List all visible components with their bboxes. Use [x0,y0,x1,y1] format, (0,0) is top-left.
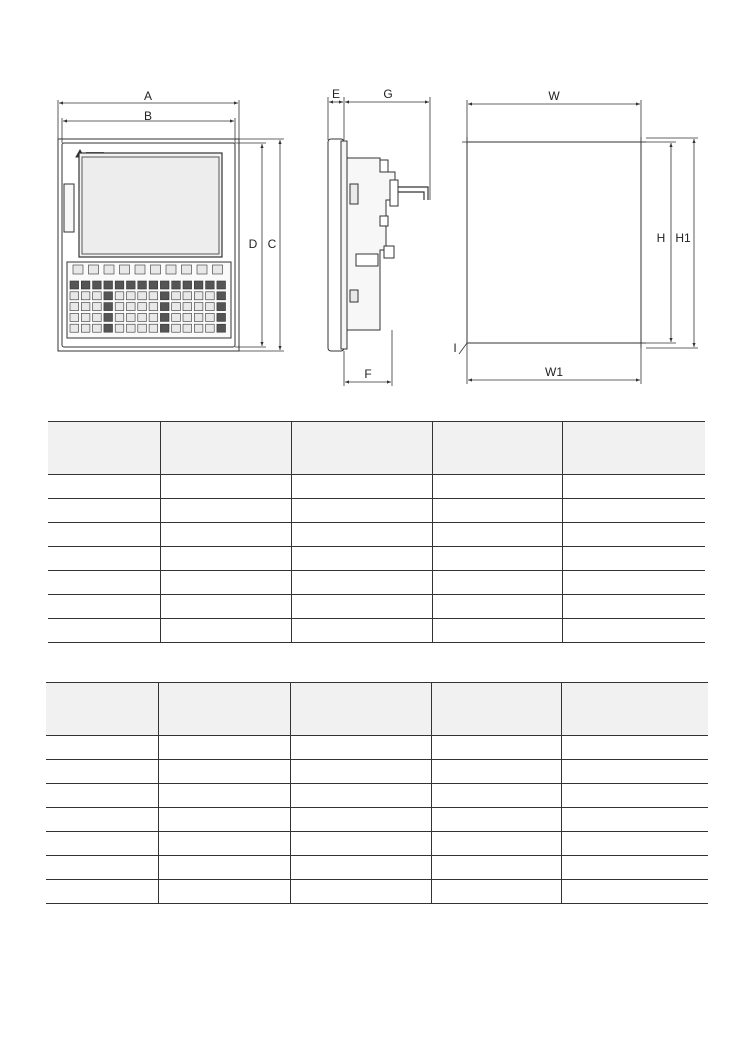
table-cell [562,523,705,547]
keypad-key [138,303,147,311]
dim-label-d: D [248,237,258,251]
table-row [48,475,705,499]
keypad-key [217,281,226,289]
keypad-key [115,313,124,321]
keypad-key [138,292,147,300]
keypad-key [127,281,136,289]
table-cell [561,880,708,904]
table-cell [431,880,561,904]
table-cell [561,760,708,784]
table-row [46,808,708,832]
table-cell [431,736,561,760]
keypad-key [138,313,147,321]
table-cell [160,523,291,547]
side-view [328,139,428,351]
table-header-cell [561,683,708,736]
keypad-key [70,324,79,332]
table-cell [158,856,290,880]
keypad-key [213,265,223,274]
keypad-key [115,324,124,332]
table-header-cell [160,422,291,475]
keypad-key [127,292,136,300]
keypad-key [217,324,226,332]
table-cell [48,547,160,571]
table-cell [432,595,562,619]
table-cell [160,499,291,523]
table-header-cell [562,422,705,475]
table-row [46,856,708,880]
dimension-drawing [0,0,738,410]
table-cell [562,571,705,595]
table-cell [160,475,291,499]
table-cell [46,856,158,880]
keypad-key [81,324,90,332]
table-cell [48,523,160,547]
keypad-key [172,313,181,321]
keypad-key [81,281,90,289]
table-cell [290,880,431,904]
keypad-key [149,324,158,332]
table-row [48,499,705,523]
keypad-key [149,303,158,311]
dim-label-i: I [453,341,457,355]
table-cell [432,499,562,523]
keypad-key [149,281,158,289]
keypad-key [104,303,113,311]
table-cell [158,832,290,856]
table-cell [431,856,561,880]
spec-table-2 [46,682,708,904]
keypad-key [104,265,114,274]
keypad-key [151,265,161,274]
table-row [48,571,705,595]
keypad-key [217,313,226,321]
keypad-key [160,292,169,300]
keypad-key [70,281,79,289]
table-row [46,784,708,808]
table-row [48,595,705,619]
table-cell [431,832,561,856]
table-cell [158,736,290,760]
keypad-key [172,292,181,300]
table-cell [291,619,432,643]
table-row [46,832,708,856]
table-cell [562,619,705,643]
table-cell [160,547,291,571]
keypad-key [81,303,90,311]
table-cell [46,808,158,832]
keypad-key [183,303,192,311]
table-header-row [48,422,705,475]
table-cell [290,736,431,760]
keypad-key [194,324,203,332]
keypad-key [138,281,147,289]
table-cell [46,880,158,904]
keypad-key [70,292,79,300]
table-row [48,523,705,547]
keypad-key [197,265,207,274]
keypad-key [206,303,215,311]
keypad-key [183,324,192,332]
keypad-key [70,313,79,321]
dim-label-g: G [383,87,393,101]
table-header-cell [48,422,160,475]
table-header-cell [46,683,158,736]
table-header-cell [158,683,290,736]
table-cell [48,499,160,523]
table-cell [291,475,432,499]
table-cell [562,595,705,619]
table-cell [291,595,432,619]
keypad-key [93,281,102,289]
table-cell [48,619,160,643]
keypad-key [217,303,226,311]
table-row [46,760,708,784]
table-cell [46,736,158,760]
table-cell [432,547,562,571]
table-cell [432,523,562,547]
dim-label-h: H [656,231,666,245]
dim-label-f: F [364,367,372,381]
table-header-cell [290,683,431,736]
keypad-key [104,324,113,332]
table-cell [290,856,431,880]
dim-label-w: W [548,89,560,103]
table-cell [562,499,705,523]
keypad-key [93,313,102,321]
keypad-key [81,292,90,300]
keypad-key [160,281,169,289]
table-cell [291,499,432,523]
keypad-key [127,313,136,321]
keypad-key [172,303,181,311]
table-cell [46,760,158,784]
table-cell [291,523,432,547]
table-cell [431,808,561,832]
keypad-key [70,303,79,311]
keypad-key [160,324,169,332]
table-cell [562,547,705,571]
table-row [48,619,705,643]
table-cell [160,571,291,595]
keypad-key [81,313,90,321]
table-row [46,736,708,760]
table-cell [561,736,708,760]
cutout-view [462,137,646,348]
table-cell [561,832,708,856]
keypad-key [183,292,192,300]
table-cell [158,808,290,832]
table-cell [158,784,290,808]
keypad-key [120,265,130,274]
table-cell [431,784,561,808]
keypad-key [89,265,99,274]
table-cell [48,571,160,595]
table-header-row [46,683,708,736]
table-cell [158,760,290,784]
keypad-key [172,324,181,332]
table-cell [432,571,562,595]
keypad-key [127,303,136,311]
table-cell [46,784,158,808]
table-row [46,880,708,904]
table-cell [561,808,708,832]
table-cell [158,880,290,904]
spec-table-1 [48,421,705,643]
keypad-key [194,281,203,289]
table-cell [290,760,431,784]
table-cell [431,760,561,784]
table-cell [562,475,705,499]
dim-label-b: B [143,109,153,123]
keypad-key [115,303,124,311]
keypad-key [183,281,192,289]
table-cell [290,784,431,808]
keypad-key [73,265,83,274]
keypad-key [138,324,147,332]
dim-label-c: C [267,237,277,251]
table-cell [46,832,158,856]
keypad-key [149,313,158,321]
keypad-key [217,292,226,300]
keypad-key [183,313,192,321]
table-header-cell [432,422,562,475]
table-cell [291,547,432,571]
keypad-key [182,265,192,274]
dim-label-h1: H1 [675,231,691,245]
keypad-key [206,324,215,332]
table-cell [432,475,562,499]
keypad-key [93,303,102,311]
table-cell [432,619,562,643]
keypad-key [135,265,145,274]
keypad-key [93,292,102,300]
table-cell [291,571,432,595]
table-header-cell [431,683,561,736]
keypad-key [172,281,181,289]
table-row [48,547,705,571]
table-cell [48,475,160,499]
keypad-key [160,303,169,311]
table-cell [290,808,431,832]
keypad-key [115,292,124,300]
keypad-key [206,292,215,300]
keypad-key [166,265,176,274]
table-cell [561,784,708,808]
keypad-key [93,324,102,332]
dim-label-e: E [331,87,341,101]
dim-label-a: A [143,89,153,103]
keypad-key [104,292,113,300]
table-cell [160,619,291,643]
keypad-key [194,313,203,321]
keypad-key [149,292,158,300]
table-header-cell [291,422,432,475]
keypad-key [104,281,113,289]
keypad-key [160,313,169,321]
keypad-key [194,292,203,300]
keypad-key [194,303,203,311]
table-cell [290,832,431,856]
table-cell [48,595,160,619]
dim-label-w1: W1 [545,365,563,379]
table-cell [561,856,708,880]
keypad-key [206,281,215,289]
keypad-key [127,324,136,332]
keypad-key [104,313,113,321]
keypad-key [206,313,215,321]
table-cell [160,595,291,619]
keypad-key [115,281,124,289]
